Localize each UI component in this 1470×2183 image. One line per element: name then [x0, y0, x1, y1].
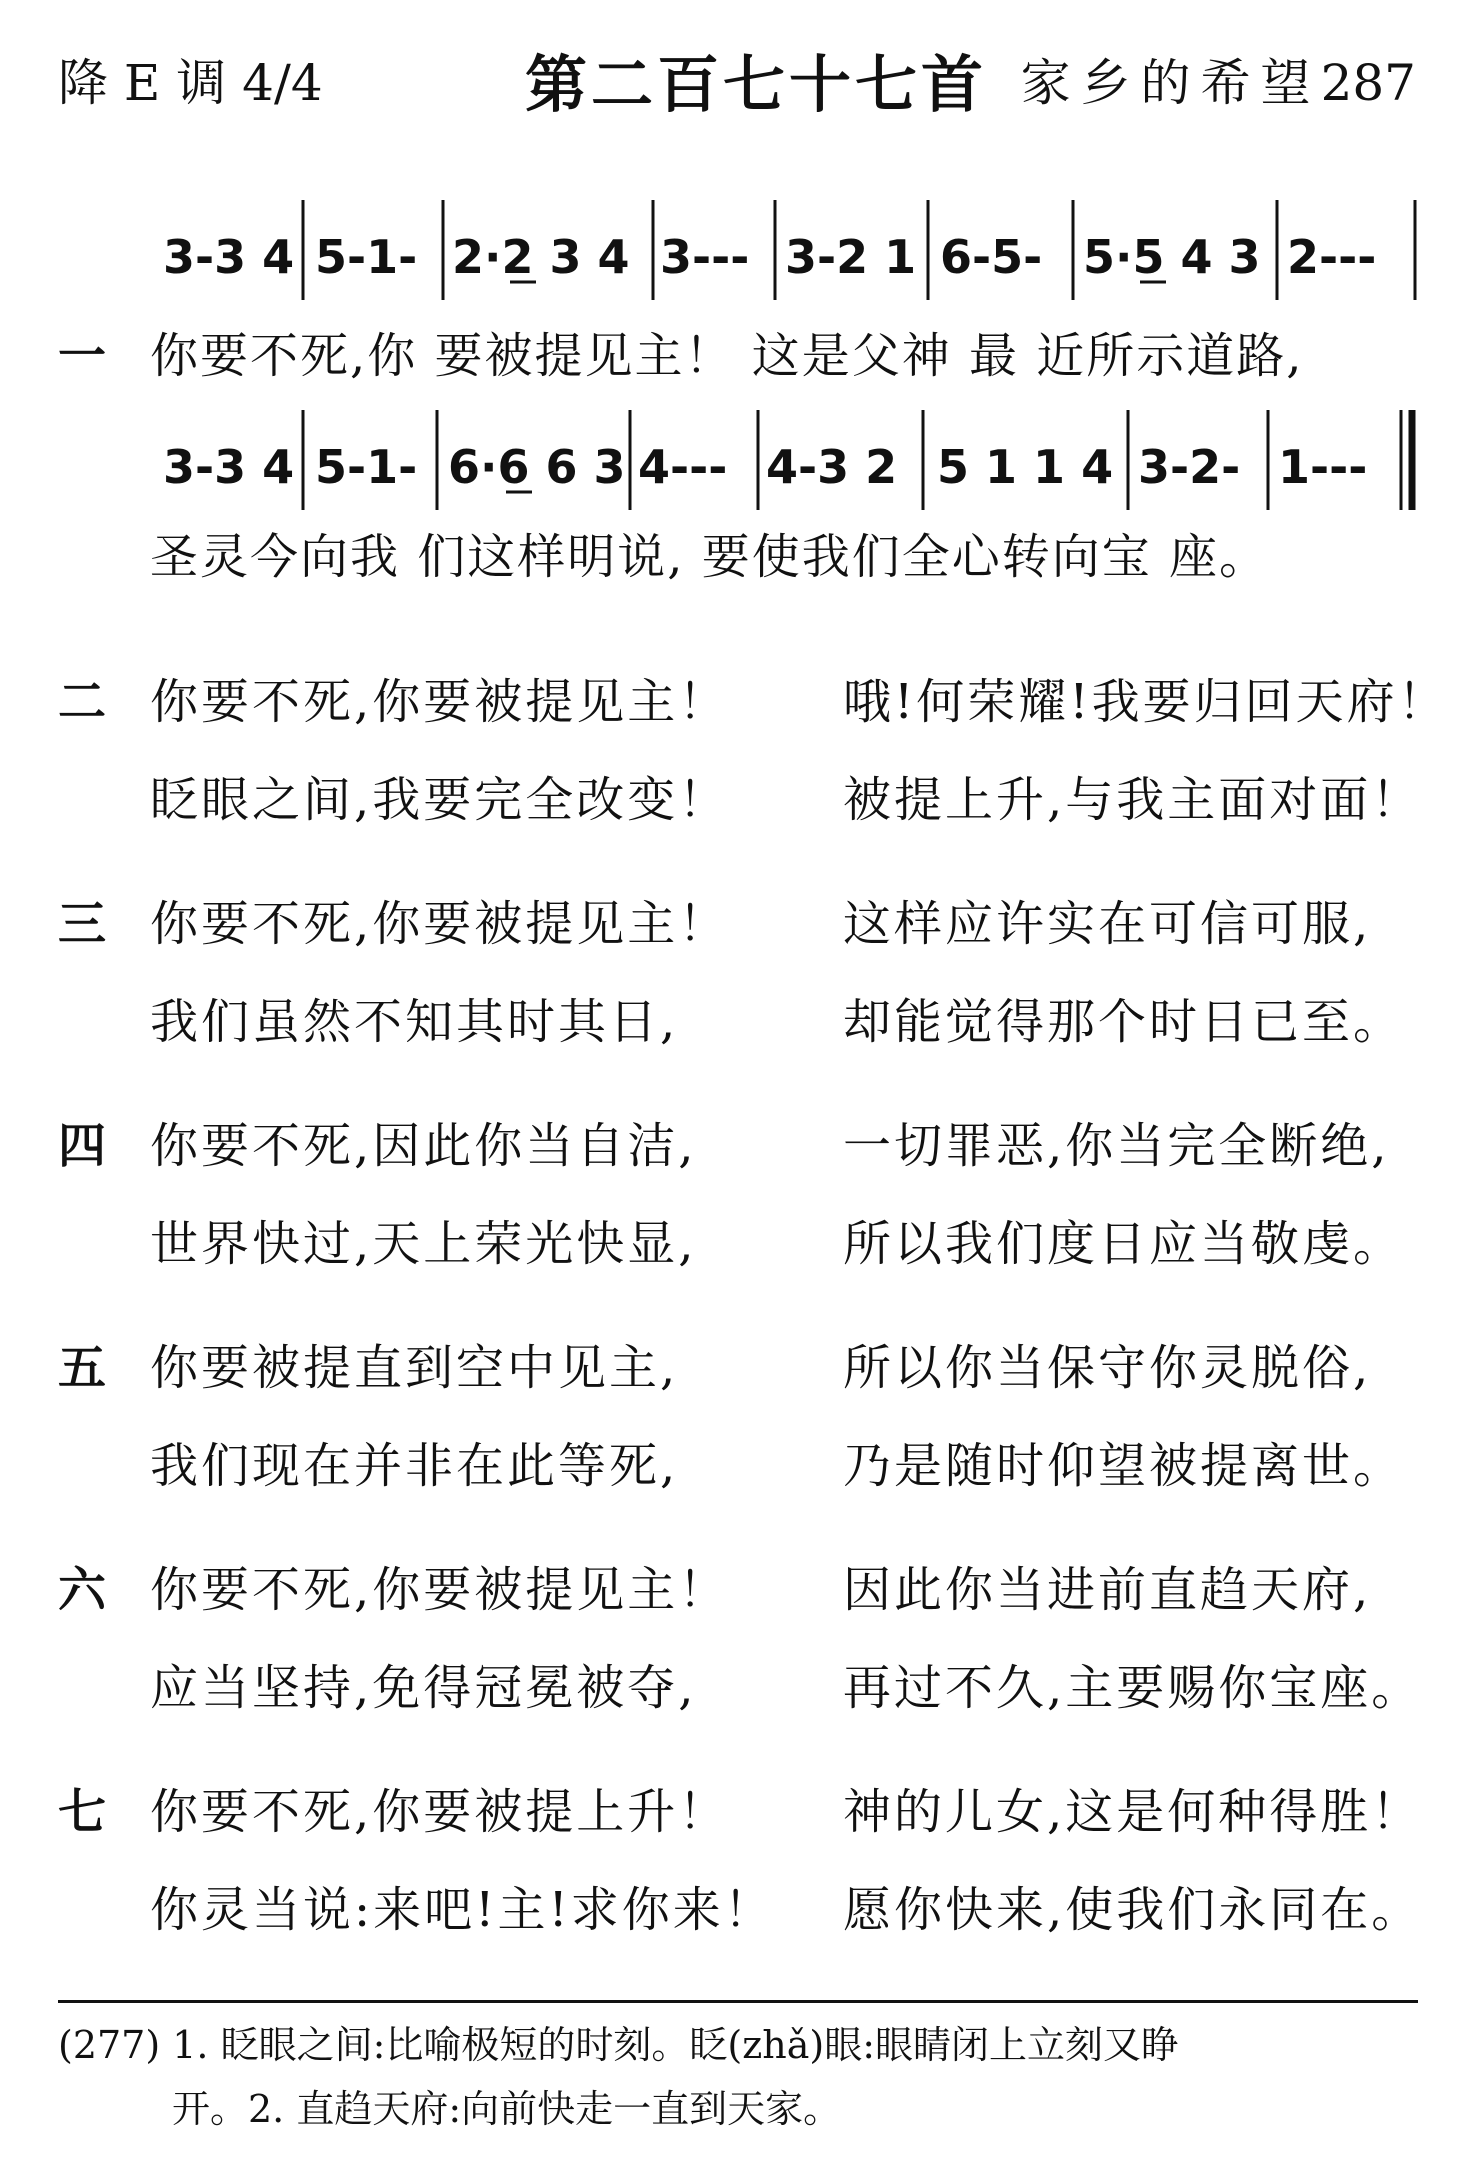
verse-2-line-2-b: 被提上升,与我主面对面！	[843, 772, 1423, 828]
verse-5-line-1-a: 你要被提直到空中见主,	[150, 1340, 679, 1396]
measure-13: 4-3 2	[766, 440, 898, 494]
verse-1-lyrics-line-1: 你要不死,你 要被提见主！ 这是父神 最 近所示道路,	[150, 328, 1304, 384]
verse-7-line-2-a: 你灵当说:来吧!主!求你来！	[150, 1882, 775, 1938]
measure-7: 5·5 4 3	[1083, 230, 1261, 284]
verse-5-number: 五	[58, 1340, 107, 1396]
footnote-line-2: 开。2. 直趋天府:向前快走一直到天家。	[172, 2087, 842, 2131]
measure-6: 6-5-	[940, 230, 1043, 284]
verse-5-line-2-a: 我们现在并非在此等死,	[150, 1438, 679, 1494]
verse-7-line-2-b: 愿你快来,使我们永同在。	[843, 1882, 1423, 1938]
category-title: 家乡的希望	[1020, 54, 1321, 112]
verse-2-line-1-b: 哦!何荣耀!我要归回天府！	[843, 674, 1449, 730]
verse-6-line-1-b: 因此你当进前直趋天府,	[843, 1562, 1372, 1618]
measure-5: 3-2 1	[785, 230, 917, 284]
measure-4: 3---	[660, 230, 750, 284]
verse-2-number: 二	[58, 674, 107, 730]
verse-3-line-1-a: 你要不死,你要被提见主！	[150, 896, 730, 952]
footnote-line-1: (277) 1. 眨眼之间:比喻极短的时刻。眨(zhǎ)眼:眼睛闭上立刻又睁	[58, 2023, 1180, 2067]
measure-2: 5-1-	[315, 230, 418, 284]
verse-7-line-1-a: 你要不死,你要被提上升！	[150, 1784, 730, 1840]
measure-11: 6·6 6 3	[448, 440, 626, 494]
verse-3-line-2-b: 却能觉得那个时日已至。	[843, 994, 1405, 1050]
verse-2-line-2-a: 眨眼之间,我要完全改变！	[150, 772, 730, 828]
verse-3-number: 三	[58, 896, 107, 952]
verse-7-number: 七	[58, 1784, 107, 1840]
verse-4-line-1-a: 你要不死,因此你当自洁,	[150, 1118, 697, 1174]
verse-5-line-2-b: 乃是随时仰望被提离世。	[843, 1438, 1405, 1494]
verse-5-line-1-b: 所以你当保守你灵脱俗,	[843, 1340, 1372, 1396]
verse-6-number: 六	[58, 1562, 107, 1618]
measure-12: 4---	[638, 440, 728, 494]
verse-4-line-2-a: 世界快过,天上荣光快显,	[150, 1216, 697, 1272]
measure-8: 2---	[1287, 230, 1377, 284]
measure-15: 3-2-	[1138, 440, 1241, 494]
measure-16: 1---	[1278, 440, 1368, 494]
measure-10: 5-1-	[315, 440, 418, 494]
verse-6-line-2-b: 再过不久,主要赐你宝座。	[843, 1660, 1423, 1716]
key-time-signature: 降 E 调 4/4	[58, 54, 323, 112]
verse-6-line-1-a: 你要不死,你要被提见主！	[150, 1562, 730, 1618]
verse-7-line-1-b: 神的儿女,这是何种得胜！	[843, 1784, 1423, 1840]
hymn-number-title: 第二百七十七首	[525, 48, 988, 121]
verse-4-number: 四	[58, 1118, 107, 1174]
measure-9: 3-3 4	[163, 440, 295, 494]
verse-2-line-1-a: 你要不死,你要被提见主！	[150, 674, 730, 730]
verse-3-line-1-b: 这样应许实在可信可服,	[843, 896, 1372, 952]
verse-3-line-2-a: 我们虽然不知其时其日,	[150, 994, 679, 1050]
verse-6-line-2-a: 应当坚持,免得冠冕被夺,	[150, 1660, 697, 1716]
verse-4-line-2-b: 所以我们度日应当敬虔。	[843, 1216, 1405, 1272]
verse-1-lyrics-line-2: 圣灵今向我 们这样明说, 要使我们全心转向宝 座。	[150, 529, 1270, 585]
measure-3: 2·2 3 4	[452, 230, 630, 284]
footnote-divider	[58, 2000, 1418, 2003]
measure-14: 5 1 1 4	[937, 440, 1114, 494]
verse-1-number: 一	[58, 328, 107, 384]
verse-4-line-1-b: 一切罪恶,你当完全断绝,	[843, 1118, 1390, 1174]
music-line-2	[163, 410, 1412, 510]
measure-1: 3-3 4	[163, 230, 295, 284]
page-number: 287	[1320, 54, 1416, 112]
music-line-1	[163, 200, 1415, 300]
